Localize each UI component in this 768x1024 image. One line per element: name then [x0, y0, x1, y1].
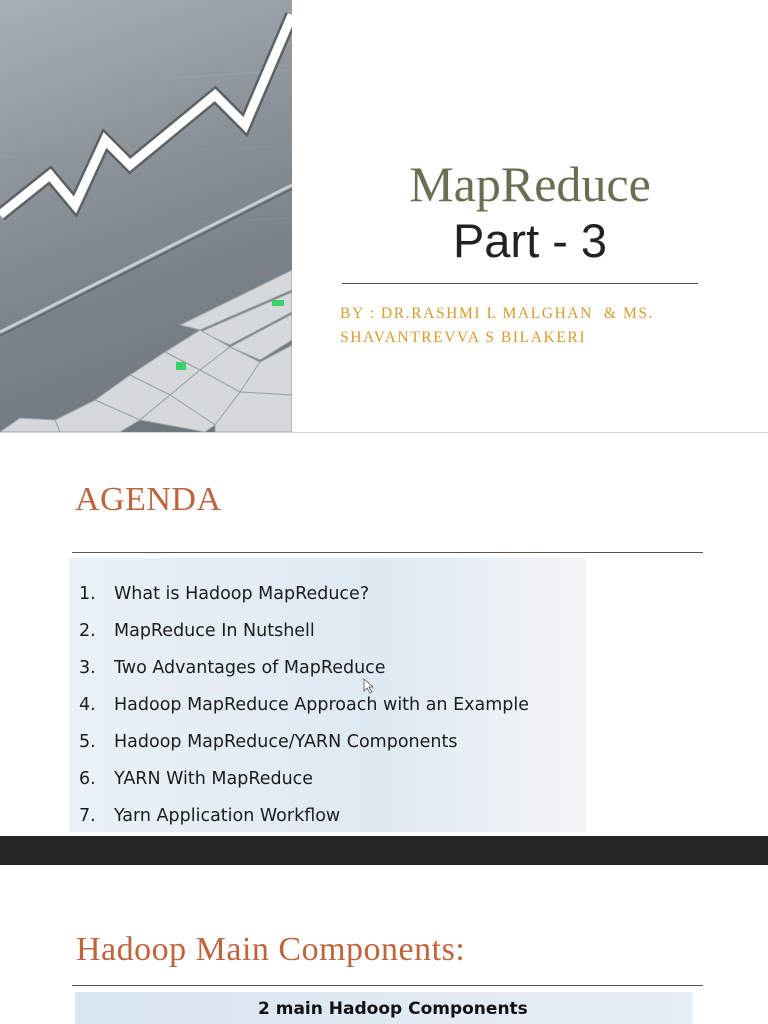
presentation-title: MapReduce: [409, 156, 651, 212]
components-heading: Hadoop Main Components:: [76, 931, 466, 968]
agenda-heading: AGENDA: [75, 481, 222, 518]
agenda-item-number: 7.: [79, 806, 96, 826]
agenda-item: [79, 584, 369, 604]
byline-line-2: SHAVANTREVVA S BILAKERI: [340, 329, 587, 346]
agenda-item-text: Hadoop MapReduce/YARN Components: [114, 732, 458, 752]
agenda-item: [79, 621, 315, 641]
components-image: [75, 992, 693, 1024]
agenda-item-number: 6.: [79, 769, 96, 789]
agenda-item: [79, 806, 340, 826]
agenda-item: [79, 695, 529, 715]
slide-divider-bar: [0, 836, 768, 865]
title-divider: [342, 283, 698, 284]
byline-line-1: BY : DR.RASHMI L MALGHAN & MS.: [340, 305, 655, 322]
agenda-list-image: [69, 558, 586, 832]
agenda-item-text: Hadoop MapReduce Approach with an Example: [114, 695, 529, 715]
agenda-item-text: YARN With MapReduce: [114, 769, 314, 789]
components-slide: [0, 865, 768, 1024]
mouse-pointer-icon: [363, 678, 375, 694]
presentation-subtitle: Part - 3: [452, 214, 608, 267]
agenda-item-number: 1.: [79, 584, 96, 604]
components-divider: [72, 985, 703, 986]
stairs-arrow-graphic: [0, 0, 292, 432]
agenda-item-text: What is Hadoop MapReduce?: [114, 584, 370, 604]
agenda-item: [79, 658, 386, 678]
agenda-slide: [0, 433, 768, 836]
title-slide: [0, 0, 768, 432]
agenda-item-text: MapReduce In Nutshell: [114, 621, 315, 641]
agenda-divider: [72, 552, 703, 553]
agenda-item-number: 4.: [79, 695, 96, 715]
agenda-item-number: 5.: [79, 732, 96, 752]
agenda-item: [79, 732, 457, 752]
agenda-item-text: Two Advantages of MapReduce: [114, 658, 386, 678]
agenda-item: [79, 769, 313, 789]
agenda-item-text: Yarn Application Workflow: [114, 806, 341, 826]
agenda-item-number: 3.: [79, 658, 96, 678]
author-byline: [340, 302, 740, 350]
agenda-item-number: 2.: [79, 621, 96, 641]
stairs-growth-photo: [0, 0, 292, 432]
components-image-caption: 2 main Hadoop Components: [258, 999, 528, 1019]
